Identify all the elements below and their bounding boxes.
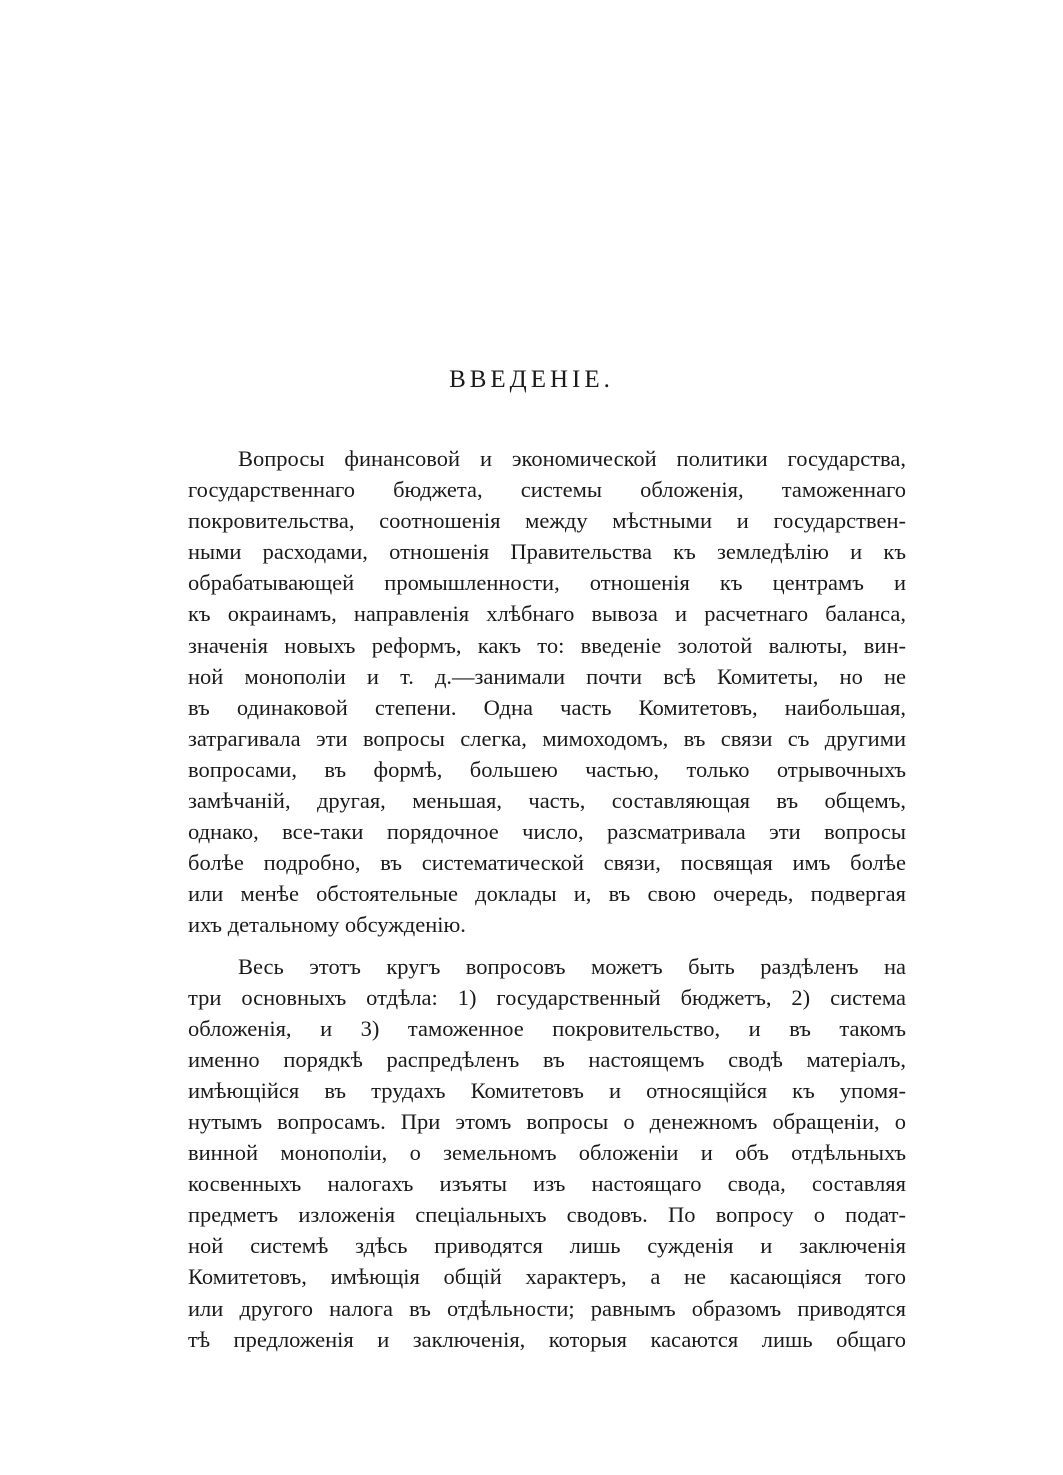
text-line: ной монополіи и т. д.—занимали почти всѣ Комитеты, но не <box>188 663 906 689</box>
text-line: ихъ детальному обсужденію. <box>188 912 466 938</box>
text-line: предметъ изложенія спеціальныхъ сводовъ. По вопросу о подат- <box>188 1202 906 1228</box>
section-heading: ВВЕДЕНІЕ. <box>449 366 614 393</box>
text-line: затрагивала эти вопросы слегка, мимоходомъ, въ связи съ другими <box>188 725 906 751</box>
text-line: въ одинаковой степени. Одна часть Комитетовъ, наибольшая, <box>188 694 906 720</box>
text-line: винной монополіи, о земельномъ обложеніи и объ отдѣльныхъ <box>188 1140 906 1166</box>
paragraph-gap <box>188 941 906 951</box>
text-line: болѣе подробно, въ систематической связи, посвящая имъ болѣе <box>188 850 906 876</box>
text-line: къ окраинамъ, направленія хлѣбнаго вывоза и расчетнаго баланса, <box>188 601 906 627</box>
text-line: значенія новыхъ реформъ, какъ то: введеніе золотой валюты, вин- <box>188 632 906 658</box>
text-line: или менѣе обстоятельные доклады и, въ свою очередь, подвергая <box>188 881 906 907</box>
text-line: нутымъ вопросамъ. При этомъ вопросы о денежномъ обращеніи, о <box>188 1108 906 1134</box>
text-line: покровительства, соотношенія между мѣстными и государствен- <box>188 508 906 534</box>
text-line: три основныхъ отдѣла: 1) государственный бюджетъ, 2) система <box>188 984 906 1010</box>
text-line: Вопросы финансовой и экономической политики государства, <box>238 446 906 471</box>
text-line: однако, все-таки порядочное число, разсматривала эти вопросы <box>188 819 906 845</box>
text-line: ными расходами, отношенія Правительства къ земледѣлію и къ <box>188 539 906 565</box>
body-text <box>188 443 906 1355</box>
text-line: Весь этотъ кругъ вопросовъ можетъ быть раздѣленъ на <box>238 953 906 979</box>
text-line: вопросами, въ формѣ, большею частью, только отрывочныхъ <box>188 756 906 782</box>
text-line: или другого налога въ отдѣльности; равнымъ образомъ приводятся <box>188 1295 906 1321</box>
text-line: ной системѣ здѣсь приводятся лишь сужденія и заключенія <box>188 1233 906 1259</box>
text-line: обложенія, и 3) таможенное покровительство, и въ такомъ <box>188 1015 906 1041</box>
paragraph-1 <box>188 443 906 941</box>
text-line: государственнаго бюджета, системы обложенія, таможеннаго <box>188 477 906 503</box>
text-line: именно порядкѣ распредѣленъ въ настоящемъ сводѣ матеріалъ, <box>188 1046 906 1072</box>
paragraph-2 <box>188 951 906 1355</box>
text-line: тѣ предложенія и заключенія, которыя касаются лишь общаго <box>188 1326 906 1352</box>
text-line: косвенныхъ налогахъ изъяты изъ настоящаго свода, составляя <box>188 1171 906 1197</box>
text-line: имѣющійся въ трудахъ Комитетовъ и относящійся къ упомя- <box>188 1077 906 1103</box>
text-line: замѣчаній, другая, меньшая, часть, составляющая въ общемъ, <box>188 788 906 814</box>
text-line: Комитетовъ, имѣющія общій характеръ, а не касающіяся того <box>188 1264 906 1290</box>
text-line: обрабатывающей промышленности, отношенія къ центрамъ и <box>188 570 906 596</box>
